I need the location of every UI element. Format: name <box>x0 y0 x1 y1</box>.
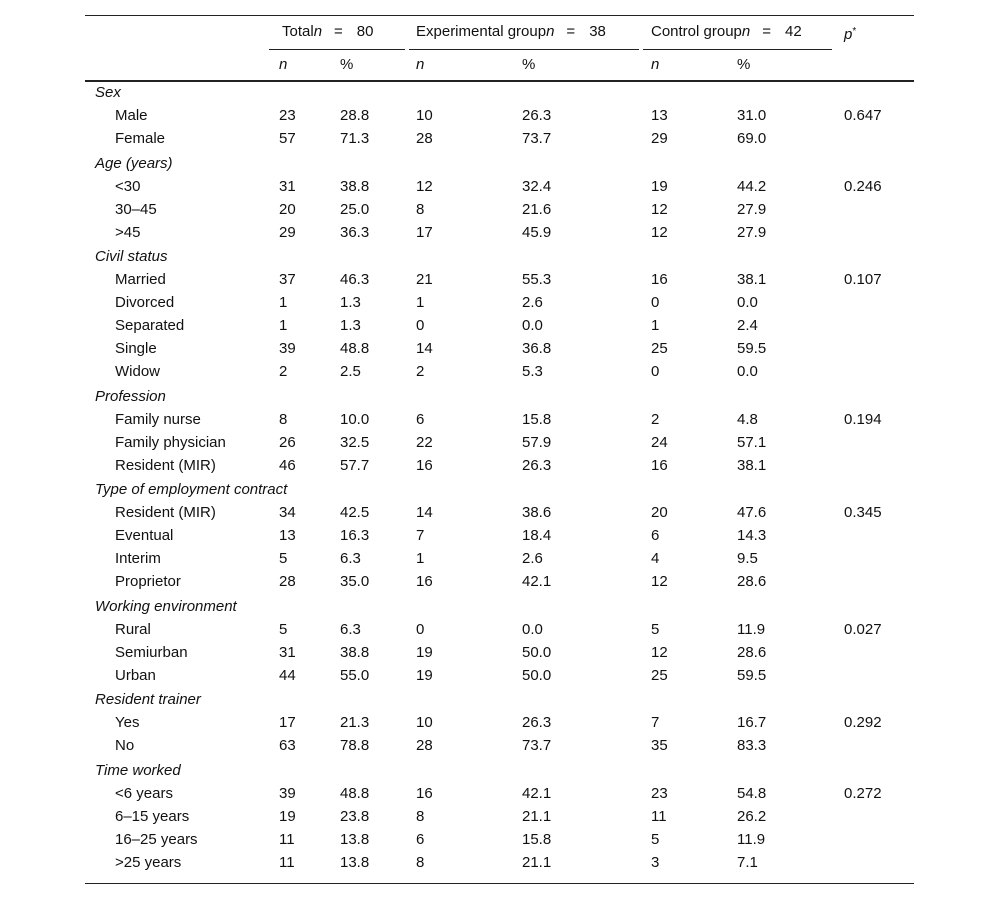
row-label: Family physician <box>115 433 226 451</box>
row-cell: 36.3 <box>340 223 370 241</box>
row-label: 16–25 years <box>115 830 198 848</box>
row-p-value: 0.272 <box>844 784 882 802</box>
row-cell: 20 <box>279 200 296 218</box>
row-cell: 46 <box>279 456 296 474</box>
row-cell: 32.4 <box>522 177 552 195</box>
row-p-value: 0.647 <box>844 107 882 124</box>
row-cell: 19 <box>416 643 433 661</box>
row-cell: 20 <box>651 504 668 521</box>
row-cell: 5.3 <box>522 363 543 380</box>
row-cell: 5 <box>279 550 288 567</box>
section-title: Type of employment contract <box>95 481 288 498</box>
row-cell: 71.3 <box>340 130 370 147</box>
header-control <box>651 23 802 41</box>
row-cell: 15.8 <box>522 830 552 848</box>
row-label: Family nurse <box>115 410 201 428</box>
header-experimental-value: 38 <box>589 23 606 40</box>
row-cell: 0.0 <box>737 363 758 380</box>
row-cell: 11 <box>279 830 295 848</box>
row-cell: 10 <box>416 714 433 731</box>
row-cell: 21.1 <box>522 853 552 871</box>
row-cell: 24 <box>651 433 668 451</box>
row-cell: 59.5 <box>737 666 767 684</box>
row-label: Urban <box>115 666 156 684</box>
row-cell: 16 <box>416 784 433 802</box>
row-cell: 38.6 <box>522 504 552 521</box>
row-p-value: 0.107 <box>844 271 882 288</box>
subheader-total-pct: % <box>340 56 354 73</box>
row-cell: 4 <box>651 550 660 567</box>
row-cell: 18.4 <box>522 527 552 544</box>
row-cell: 6.3 <box>340 620 361 638</box>
row-cell: 48.8 <box>340 784 370 802</box>
row-label: >25 years <box>115 853 182 871</box>
row-cell: 26.3 <box>522 714 552 731</box>
header-experimental-n-label: n <box>546 23 555 40</box>
row-label: Rural <box>115 620 151 638</box>
section-title: Resident trainer <box>95 691 201 708</box>
row-label: 30–45 <box>115 200 157 218</box>
row-cell: 1 <box>416 294 425 311</box>
row-cell: 46.3 <box>340 271 370 288</box>
row-cell: 23.8 <box>340 807 370 825</box>
row-cell: 8 <box>416 807 425 825</box>
header-control-label: Control group <box>651 23 742 40</box>
header-control-n-label: n <box>741 23 751 40</box>
row-label: Separated <box>115 317 185 334</box>
row-label: Yes <box>115 714 140 731</box>
row-cell: 42.5 <box>340 504 370 521</box>
row-cell: 16 <box>416 456 433 474</box>
row-cell: 42.1 <box>522 573 552 590</box>
row-cell: 35 <box>651 737 668 754</box>
row-cell: 69.0 <box>737 130 767 147</box>
row-cell: 9.5 <box>737 550 758 567</box>
row-cell: 7 <box>416 527 425 544</box>
subheader-experimental-pct: % <box>522 56 536 73</box>
row-cell: 14 <box>416 504 433 521</box>
header-experimental-label: Experimental group <box>416 23 547 40</box>
row-cell: 2.6 <box>522 294 543 311</box>
row-cell: 59.5 <box>737 340 767 357</box>
row-p-value: 0.345 <box>844 504 882 521</box>
row-cell: 26.3 <box>522 456 552 474</box>
row-p-value: 0.027 <box>844 620 882 638</box>
header-total <box>282 23 373 41</box>
row-cell: 31.0 <box>737 107 767 124</box>
row-cell: 13 <box>651 107 668 124</box>
header-total-n-label: n <box>313 23 323 40</box>
row-cell: 26.2 <box>737 807 767 825</box>
row-cell: 8 <box>279 410 288 428</box>
row-cell: 36.8 <box>522 340 552 357</box>
row-cell: 1.3 <box>340 294 361 311</box>
row-cell: 16 <box>651 271 668 288</box>
table-top-rule <box>85 15 914 16</box>
row-cell: 14.3 <box>737 527 767 544</box>
row-cell: 44 <box>279 666 296 684</box>
header-total-underline <box>269 49 405 50</box>
row-cell: 22 <box>416 433 433 451</box>
row-cell: 12 <box>651 200 668 218</box>
row-label: Semiurban <box>115 643 188 661</box>
row-cell: 38.1 <box>737 271 767 288</box>
row-label: Married <box>115 271 166 288</box>
row-cell: 39 <box>279 784 296 802</box>
header-p-label: p <box>844 26 853 43</box>
row-label: >45 <box>115 223 141 241</box>
row-cell: 6 <box>651 527 660 544</box>
row-cell: 5 <box>651 620 660 638</box>
row-cell: 11 <box>279 853 295 871</box>
row-cell: 0.0 <box>522 317 543 334</box>
row-cell: 8 <box>416 200 425 218</box>
row-cell: 29 <box>651 130 668 147</box>
header-p-value <box>844 23 856 44</box>
section-title: Working environment <box>95 597 237 615</box>
row-cell: 1 <box>279 317 288 334</box>
subheader-experimental-n: n <box>416 56 425 73</box>
row-cell: 44.2 <box>737 177 767 195</box>
row-cell: 25 <box>651 340 668 357</box>
row-cell: 13 <box>279 527 296 544</box>
row-cell: 7.1 <box>737 853 758 871</box>
row-cell: 47.6 <box>737 504 767 521</box>
section-title: Civil status <box>95 248 168 265</box>
row-cell: 25 <box>651 666 668 684</box>
row-cell: 14 <box>416 340 433 357</box>
row-cell: 19 <box>279 807 296 825</box>
section-title: Time worked <box>95 761 181 779</box>
row-cell: 0.0 <box>522 620 543 638</box>
header-experimental-underline <box>409 49 639 50</box>
row-cell: 6 <box>416 830 425 848</box>
row-cell: 11.9 <box>737 830 766 848</box>
row-cell: 16.7 <box>737 714 767 731</box>
header-control-underline <box>643 49 832 50</box>
row-cell: 55.0 <box>340 666 370 684</box>
row-cell: 3 <box>651 853 660 871</box>
row-cell: 16.3 <box>340 527 370 544</box>
row-cell: 12 <box>651 573 668 590</box>
row-cell: 73.7 <box>522 130 552 147</box>
row-cell: 0 <box>651 294 660 311</box>
header-control-value: 42 <box>785 23 802 40</box>
row-cell: 83.3 <box>737 737 767 754</box>
row-cell: 10 <box>416 107 433 124</box>
row-cell: 0 <box>651 363 660 380</box>
row-cell: 23 <box>651 784 668 802</box>
row-cell: 4.8 <box>737 410 758 428</box>
row-cell: 1 <box>416 550 425 567</box>
row-label: <30 <box>115 177 141 195</box>
row-label: Divorced <box>115 294 175 311</box>
header-experimental-equals: = <box>566 23 576 40</box>
row-label: Interim <box>115 550 161 567</box>
row-cell: 2.4 <box>737 317 758 334</box>
header-total-label: Total <box>282 23 314 40</box>
row-cell: 54.8 <box>737 784 767 802</box>
row-cell: 57.9 <box>522 433 552 451</box>
row-cell: 17 <box>416 223 433 241</box>
row-cell: 1 <box>651 317 660 334</box>
row-cell: 39 <box>279 340 296 357</box>
row-cell: 27.9 <box>737 200 767 218</box>
row-cell: 2.6 <box>522 550 543 567</box>
row-cell: 28.6 <box>737 573 767 590</box>
row-cell: 78.8 <box>340 737 370 754</box>
row-cell: 1.3 <box>340 317 361 334</box>
header-p-footnote-mark: * <box>852 26 857 37</box>
subheader-control-pct: % <box>737 56 751 73</box>
subheader-control-n: n <box>651 56 660 73</box>
row-label: No <box>115 737 135 754</box>
row-p-value: 0.292 <box>844 714 882 731</box>
header-total-equals: = <box>334 23 343 40</box>
table-header-rule <box>85 80 914 82</box>
row-cell: 31 <box>279 643 296 661</box>
row-cell: 2 <box>416 363 425 380</box>
row-cell: 48.8 <box>340 340 370 357</box>
section-title: Age (years) <box>95 154 173 172</box>
row-cell: 31 <box>279 177 296 195</box>
row-cell: 2 <box>651 410 660 428</box>
row-cell: 15.8 <box>522 410 552 428</box>
row-cell: 27.9 <box>737 223 767 241</box>
row-cell: 12 <box>651 643 668 661</box>
section-title: Profession <box>95 387 166 405</box>
row-cell: 38.8 <box>340 177 370 195</box>
row-cell: 28.6 <box>737 643 767 661</box>
row-label: <6 years <box>115 784 173 802</box>
row-label: Widow <box>115 363 161 380</box>
row-cell: 38.8 <box>340 643 370 661</box>
row-label: Male <box>115 107 148 124</box>
row-cell: 11.9 <box>737 620 766 638</box>
row-cell: 57.7 <box>340 456 370 474</box>
header-control-equals: = <box>762 23 771 40</box>
row-cell: 73.7 <box>522 737 552 754</box>
table-bottom-rule <box>85 883 914 884</box>
row-cell: 34 <box>279 504 296 521</box>
row-cell: 57.1 <box>737 433 767 451</box>
row-cell: 28 <box>279 573 296 590</box>
row-cell: 23 <box>279 107 296 124</box>
row-cell: 25.0 <box>340 200 370 218</box>
row-cell: 50.0 <box>522 666 552 684</box>
row-cell: 19 <box>416 666 433 684</box>
row-cell: 5 <box>279 620 288 638</box>
row-cell: 50.0 <box>522 643 552 661</box>
row-cell: 21.6 <box>522 200 552 218</box>
row-cell: 42.1 <box>522 784 552 802</box>
row-cell: 8 <box>416 853 425 871</box>
row-cell: 12 <box>416 177 433 195</box>
header-total-value: 80 <box>356 23 374 40</box>
row-cell: 17 <box>279 714 296 731</box>
row-cell: 21.1 <box>522 807 552 825</box>
header-experimental <box>416 23 606 41</box>
row-label: Proprietor <box>115 573 181 590</box>
row-cell: 7 <box>651 714 660 731</box>
row-cell: 2 <box>279 363 288 380</box>
row-p-value: 0.246 <box>844 177 882 195</box>
row-cell: 21 <box>416 271 433 288</box>
row-cell: 10.0 <box>340 410 370 428</box>
row-cell: 1 <box>279 294 288 311</box>
row-label: Resident (MIR) <box>115 456 216 474</box>
row-label: Resident (MIR) <box>115 504 216 521</box>
section-title: Sex <box>95 84 121 101</box>
row-cell: 55.3 <box>522 271 552 288</box>
row-label: Eventual <box>115 527 174 544</box>
row-cell: 12 <box>651 223 668 241</box>
row-cell: 6.3 <box>340 550 361 567</box>
row-cell: 13.8 <box>340 830 370 848</box>
row-cell: 2.5 <box>340 363 361 380</box>
row-cell: 35.0 <box>340 573 370 590</box>
row-cell: 37 <box>279 271 296 288</box>
row-cell: 16 <box>416 573 433 590</box>
row-label: 6–15 years <box>115 807 190 825</box>
row-cell: 28 <box>416 737 433 754</box>
row-cell: 63 <box>279 737 296 754</box>
row-cell: 26 <box>279 433 296 451</box>
row-cell: 26.3 <box>522 107 552 124</box>
row-cell: 45.9 <box>522 223 552 241</box>
row-cell: 5 <box>651 830 660 848</box>
row-label: Female <box>115 130 166 147</box>
row-cell: 57 <box>279 130 296 147</box>
row-cell: 0 <box>416 317 425 334</box>
subheader-total-n: n <box>279 56 288 73</box>
row-cell: 16 <box>651 456 668 474</box>
row-cell: 28.8 <box>340 107 370 124</box>
row-cell: 28 <box>416 130 433 147</box>
row-cell: 0.0 <box>737 294 758 311</box>
row-cell: 21.3 <box>340 714 370 731</box>
row-cell: 0 <box>416 620 425 638</box>
row-cell: 32.5 <box>340 433 370 451</box>
row-label: Single <box>115 340 157 357</box>
row-p-value: 0.194 <box>844 410 882 428</box>
row-cell: 38.1 <box>737 456 767 474</box>
row-cell: 13.8 <box>340 853 370 871</box>
row-cell: 29 <box>279 223 296 241</box>
row-cell: 19 <box>651 177 668 195</box>
row-cell: 11 <box>651 807 667 825</box>
row-cell: 6 <box>416 410 425 428</box>
